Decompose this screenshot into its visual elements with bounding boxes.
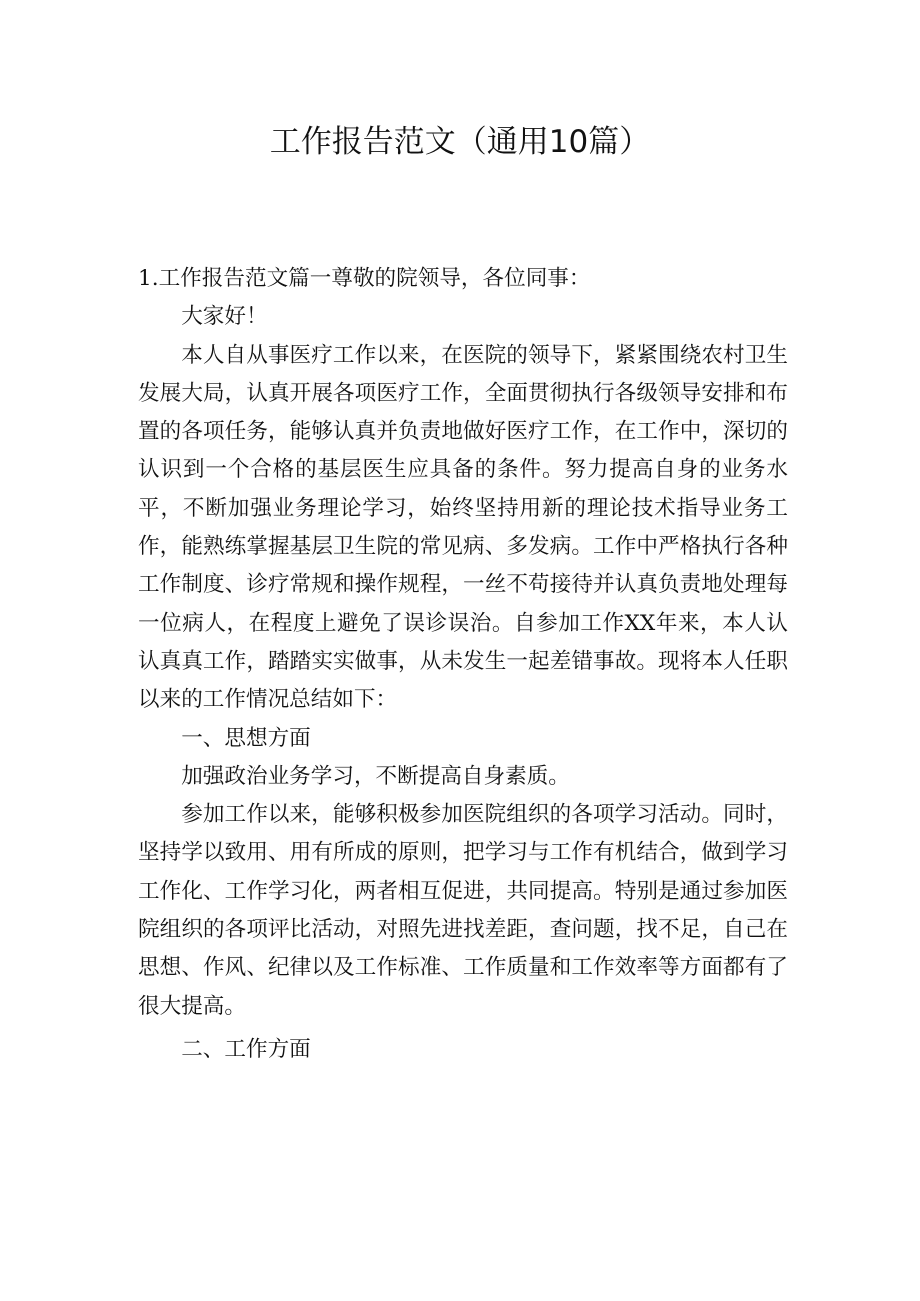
section-heading-thought: 一、思想方面	[181, 725, 311, 751]
paragraph-thought-summary: 加强政治业务学习，不断提高自身素质。	[181, 763, 570, 789]
paragraph-thought-details: 参加工作以来，能够积极参加医院组织的各项学习活动。同时，坚持学以致用、用有所成的原则，把学习与工作有机结合，做到学习工作化、工作学习化，两者相互促进，共同提高。特别是通过参加医院组织的各项评比活动，对照先进找差距，查问题，找不足，自己在思想、作风、纪律以及工作标准、工作质量和工作效率等方面都有了很大提高。	[138, 802, 788, 1019]
paragraph-introduction: 本人自从事医疗工作以来，在医院的领导下，紧紧围绕农村卫生发展大局，认真开展各项医疗工作，全面贯彻执行各级领导安排和布置的各项任务，能够认真并负责地做好医疗工作，在工作中，深切的认识到一个合格的基层医生应具备的条件。努力提高自身的业务水平，不断加强业务理论学习，始终坚持用新的理论技术指导业务工作，能熟练掌握基层卫生院的常见病、多发病。工作中严格执行各种工作制度、诊疗常规和操作规程，一丝不苟接待并认真负责地处理每一位病人，在程度上避免了误诊误治。自参加工作XX年来，本人认认真真工作，踏踏实实做事，从未发生一起差错事故。现将本人任职以来的工作情况总结如下：	[138, 342, 788, 713]
paragraph-heading-line: 1.工作报告范文篇一尊敬的院领导，各位同事：	[138, 266, 591, 291]
document-body	[138, 260, 788, 1069]
paragraph-greeting: 大家好！	[181, 304, 268, 330]
section-heading-work: 二、工作方面	[181, 1036, 311, 1062]
document-title: 工作报告范文（通用10篇）	[269, 124, 651, 160]
